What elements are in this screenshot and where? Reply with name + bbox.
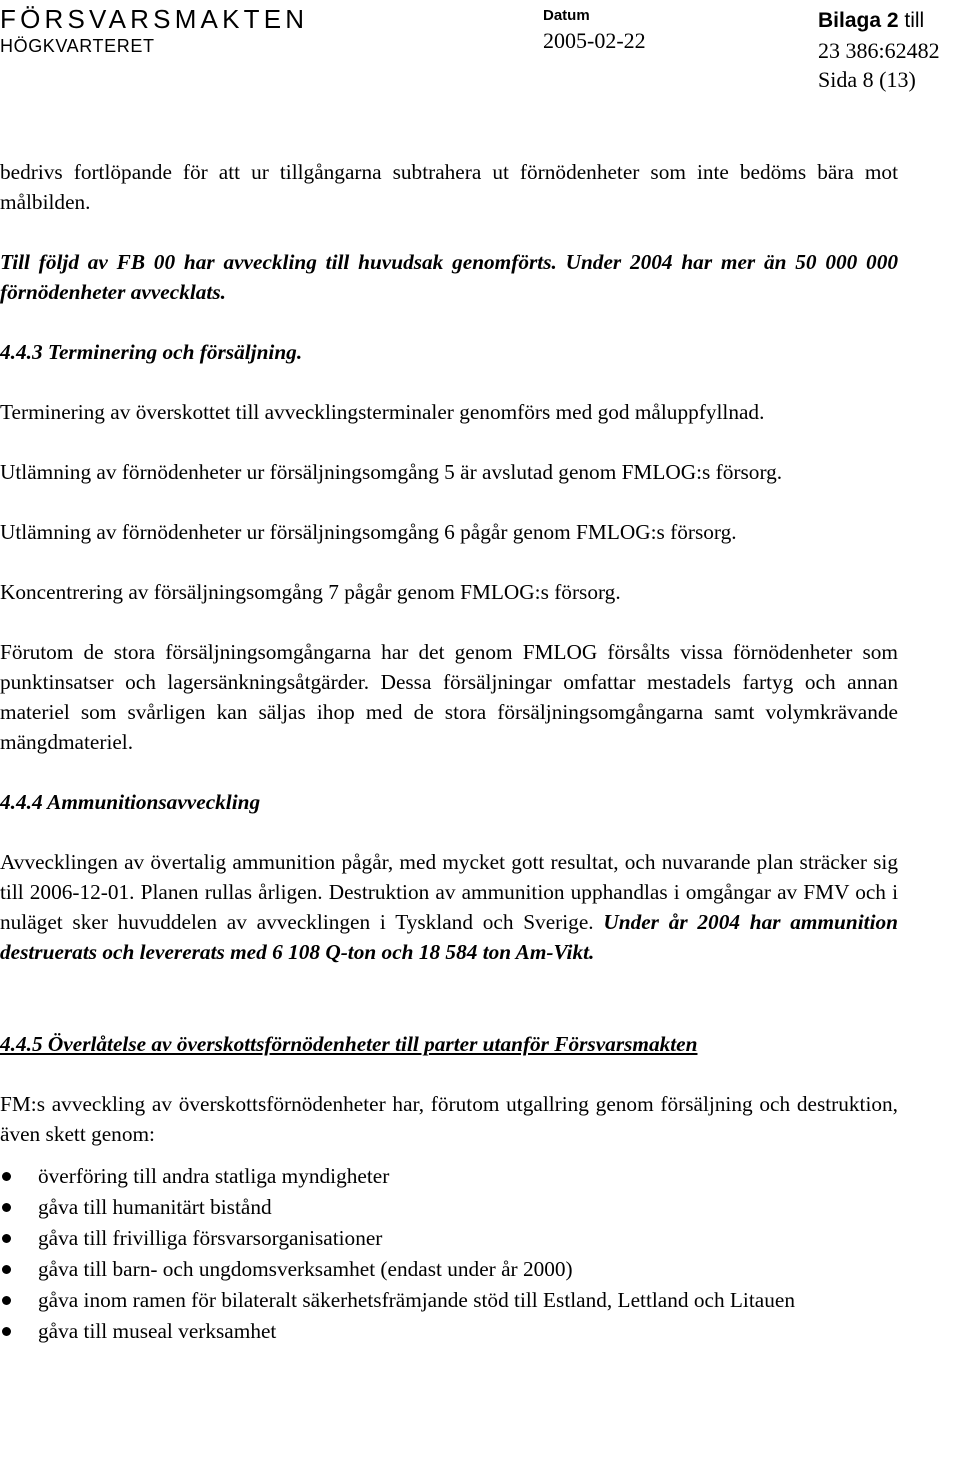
bullet-icon bbox=[2, 1296, 11, 1305]
paragraph: Förutom de stora försäljningsomgångarna har det genom FMLOG försålts vissa förnödenheter som punktinsatser och lagersänkningsåtgärder. Dessa försäljningar omfattar mestadels fartyg och annan materiel som svårligen kan säljas ihop med de stora försäljningsomgångarna samt volymkrävande mängdmateriel. bbox=[0, 640, 898, 754]
paragraph bbox=[0, 847, 898, 967]
paragraph: bedrivs fortlöpande för att ur tillgångarna subtrahera ut förnödenheter som inte bedöms bära mot målbilden. bbox=[0, 160, 898, 214]
list-item bbox=[0, 1254, 898, 1284]
paragraph: Terminering av överskottet till avvecklingsterminaler genomförs med god måluppfyllnad. bbox=[0, 400, 765, 424]
date-value: 2005-02-22 bbox=[543, 28, 646, 53]
unit-name: HÖGKVARTERET bbox=[0, 36, 155, 56]
bullet-icon bbox=[2, 1203, 11, 1212]
paragraph-text: Avvecklingen av övertalig ammunition pågår, med mycket gott resultat, och nuvarande plan sträcker sig till 2006-12-01. Planen rullas årligen. Destruktion av ammunition upphandlas i omgångar av FMV och i nuläget sker huvuddelen av avvecklingen i Tyskland och Sverige. bbox=[0, 850, 898, 934]
section-heading-4-4-5: 4.4.5 Överlåtelse av överskottsförnödenheter till parter utanför Försvarsmakten bbox=[0, 1032, 698, 1056]
paragraph-emphasis: Under år 2004 har ammunition destruerats och levererats med 6 108 Q-ton och 18 584 ton Am-Vikt. bbox=[0, 910, 898, 964]
bullet-icon bbox=[2, 1327, 11, 1336]
list-item-text: gåva till museal verksamhet bbox=[38, 1319, 277, 1343]
date-label: Datum bbox=[543, 7, 590, 24]
bullet-icon bbox=[2, 1265, 11, 1274]
letterhead bbox=[0, 4, 308, 58]
list-item bbox=[0, 1161, 898, 1191]
section-heading-4-4-3: 4.4.3 Terminering och försäljning. bbox=[0, 340, 303, 364]
reference-number: 23 386:62482 bbox=[818, 38, 940, 63]
attachment-label bbox=[818, 6, 940, 36]
bullet-icon bbox=[2, 1234, 11, 1243]
list-item bbox=[0, 1316, 898, 1346]
list-item-text: gåva till frivilliga försvarsorganisationer bbox=[38, 1226, 383, 1250]
bullet-list bbox=[0, 1161, 898, 1346]
attachment-till: till bbox=[904, 9, 925, 32]
list-item bbox=[0, 1223, 898, 1253]
list-item bbox=[0, 1285, 898, 1315]
paragraph-emphasis: Till följd av FB 00 har avveckling till huvudsak genomförts. Under 2004 har mer än 50 000 000 förnödenheter avvecklats. bbox=[0, 250, 898, 304]
reference-block bbox=[818, 6, 940, 94]
list-item-text: gåva till humanitärt bistånd bbox=[38, 1195, 272, 1219]
paragraph: Koncentrering av försäljningsomgång 7 pågår genom FMLOG:s försorg. bbox=[0, 580, 621, 604]
document-body bbox=[0, 157, 898, 1347]
paragraph: Utlämning av förnödenheter ur försäljningsomgång 6 pågår genom FMLOG:s försorg. bbox=[0, 520, 737, 544]
list-item-text: överföring till andra statliga myndigheter bbox=[38, 1164, 390, 1188]
list-item bbox=[0, 1192, 898, 1222]
paragraph: FM:s avveckling av överskottsförnödenheter har, förutom utgallring genom försäljning och destruktion, även skett genom: bbox=[0, 1092, 898, 1146]
list-item-text: gåva inom ramen för bilateralt säkerhetsfrämjande stöd till Estland, Lettland och Litauen bbox=[38, 1288, 795, 1312]
page-number: Sida 8 (13) bbox=[818, 67, 916, 92]
date-block bbox=[543, 6, 646, 56]
section-heading-4-4-4: 4.4.4 Ammunitionsavveckling bbox=[0, 790, 261, 814]
bullet-icon bbox=[2, 1172, 11, 1181]
list-item-text: gåva till barn- och ungdomsverksamhet (endast under år 2000) bbox=[38, 1257, 573, 1281]
organization-name: FÖRSVARSMAKTEN bbox=[0, 4, 309, 34]
attachment-number: Bilaga 2 bbox=[818, 9, 899, 32]
spacer bbox=[0, 997, 898, 1029]
paragraph: Utlämning av förnödenheter ur försäljningsomgång 5 är avslutad genom FMLOG:s försorg. bbox=[0, 460, 783, 484]
